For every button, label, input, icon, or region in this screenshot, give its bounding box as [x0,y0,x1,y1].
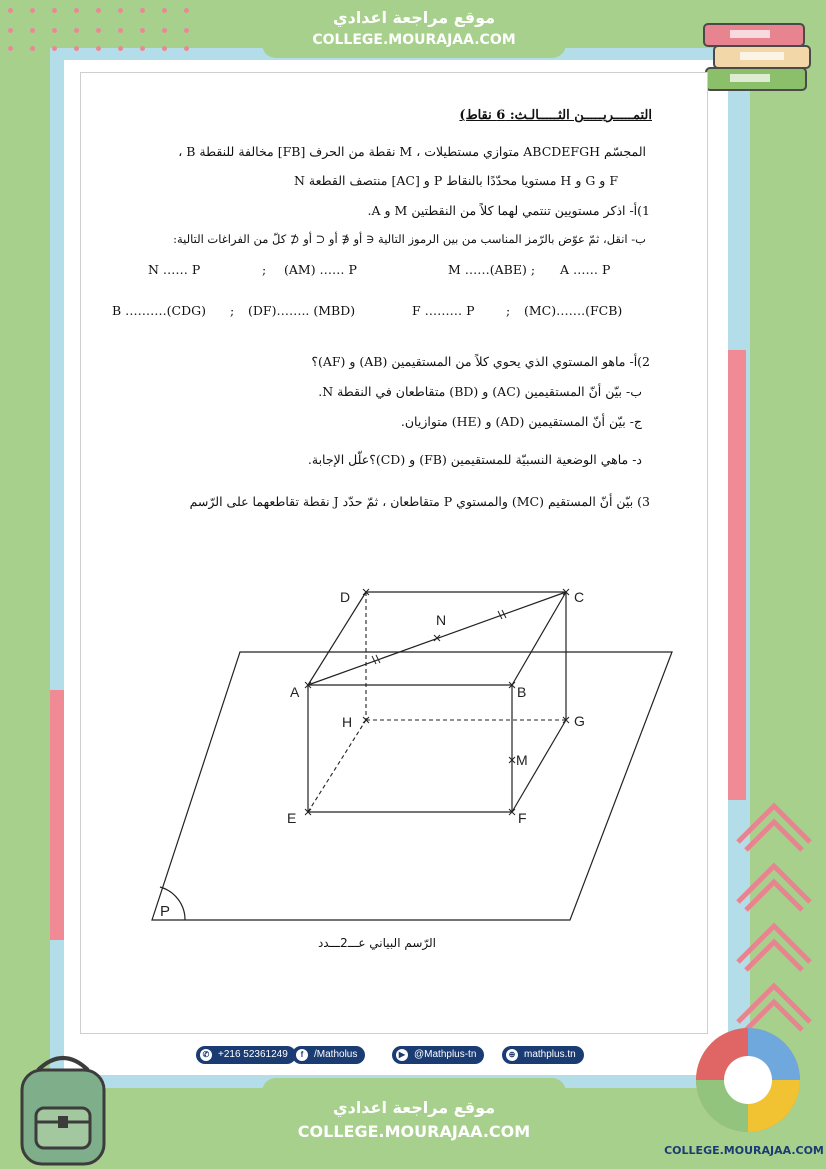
youtube-icon: ▶ [396,1049,408,1061]
fill-separator: ; [506,303,511,318]
label-plane-p: P [160,903,171,920]
fill-item: M ……(ABE) ; [448,262,536,277]
social-website[interactable]: ⊕ mathplus.tn [502,1046,584,1064]
social-phone[interactable]: ✆ +216 52361249 [196,1046,296,1064]
books-icon [700,10,820,100]
question-1a: 1)أ- اذكر مستويين تنتمي لهما كلاً من النقطتين M و A. [367,203,650,218]
intro-line-1: المجسّم ABCDEFGH متوازي مستطيلات ، M نقطة من الحرف [FB] مخالفة للنقطة B ، [178,144,646,159]
exercise-title: التمـــــريـــــن الثـــــالـث: 6 نقاط) [459,108,652,123]
label-f: F [518,810,527,826]
top-banner [262,0,566,58]
label-a: A [290,684,300,700]
fill-item: F ……… P [412,303,475,318]
fill-item: (AM) …… P [284,262,357,277]
fill-item: (MC)…….(FCB) [524,303,623,318]
plane-p [152,652,672,920]
label-d: D [340,589,351,605]
logo-url[interactable]: COLLEGE.MOURAJAA.COM [664,1144,824,1157]
fill-separator: ; [230,303,235,318]
subjects-logo [692,1024,804,1136]
label-c: C [574,589,585,605]
footer-site-url[interactable]: COLLEGE.MOURAJAA.COM [297,1122,531,1141]
label-n: N [436,612,447,628]
label-h: H [342,714,353,730]
label-m: M [516,752,528,768]
social-youtube[interactable]: ▶ @Mathplus-tn [392,1046,484,1064]
backpack-icon [8,1050,118,1168]
figure-caption: الرّسم البياني عـــ2ـــدد [317,936,436,950]
geometry-figure [140,580,680,930]
question-2d: د- ماهي الوضعية النسبيّة للمستقيمين (FB) و (CD)؟علّل الإجابة. [307,452,642,467]
site-url[interactable]: COLLEGE.MOURAJAA.COM [312,32,516,48]
fill-item: A …… P [560,262,611,277]
question-2a: 2)أ- ماهو المستوي الذي يحوي كلاً من المستقيمين (AB) و (AF)؟ [311,354,650,369]
question-1b: ب- انقل، ثمّ عوّض بالرّمز المناسب من بين الرموز التالية ∈ أو ∉ أو ⊂ أو ⊄ كلّ من الفراغات التالية: [173,232,646,246]
footer-site-name: موقع مراجعة اعدادي [332,1098,496,1117]
question-3: 3) بيّن أنّ المستقيم (MC) والمستوي P متقاطعان ، ثمّ حدّد J نقطة تقاطعهما على الرّسم [189,494,650,509]
globe-icon: ⊕ [506,1049,518,1061]
facebook-icon: f [296,1049,308,1061]
fill-item: B ……….(CDG) [112,303,206,318]
question-2b: ب- بيّن أنّ المستقيمين (AC) و (BD) متقاطعان في النقطة N. [318,384,642,399]
fill-item: (DF)…….. (MBD) [248,303,356,318]
label-g: G [574,713,585,729]
chevrons-decoration [730,790,820,1040]
phone-icon: ✆ [200,1049,212,1061]
fill-separator: ; [262,262,267,277]
frame-accent-right [728,350,746,800]
site-name: موقع مراجعة اعدادي [332,8,496,27]
label-e: E [287,810,297,826]
frame-accent-left [50,690,64,940]
fill-item: N …… P [148,262,201,277]
intro-line-2: N منتصف القطعة [AC] و P مستويا محدّدًا بالنقاط H و G و F [293,173,618,188]
label-b: B [517,684,527,700]
bottom-banner [262,1078,566,1148]
question-2c: ج- بيّن أنّ المستقيمين (AD) و (HE) متوازيان. [400,414,642,429]
social-facebook[interactable]: f /Matholus [292,1046,365,1064]
